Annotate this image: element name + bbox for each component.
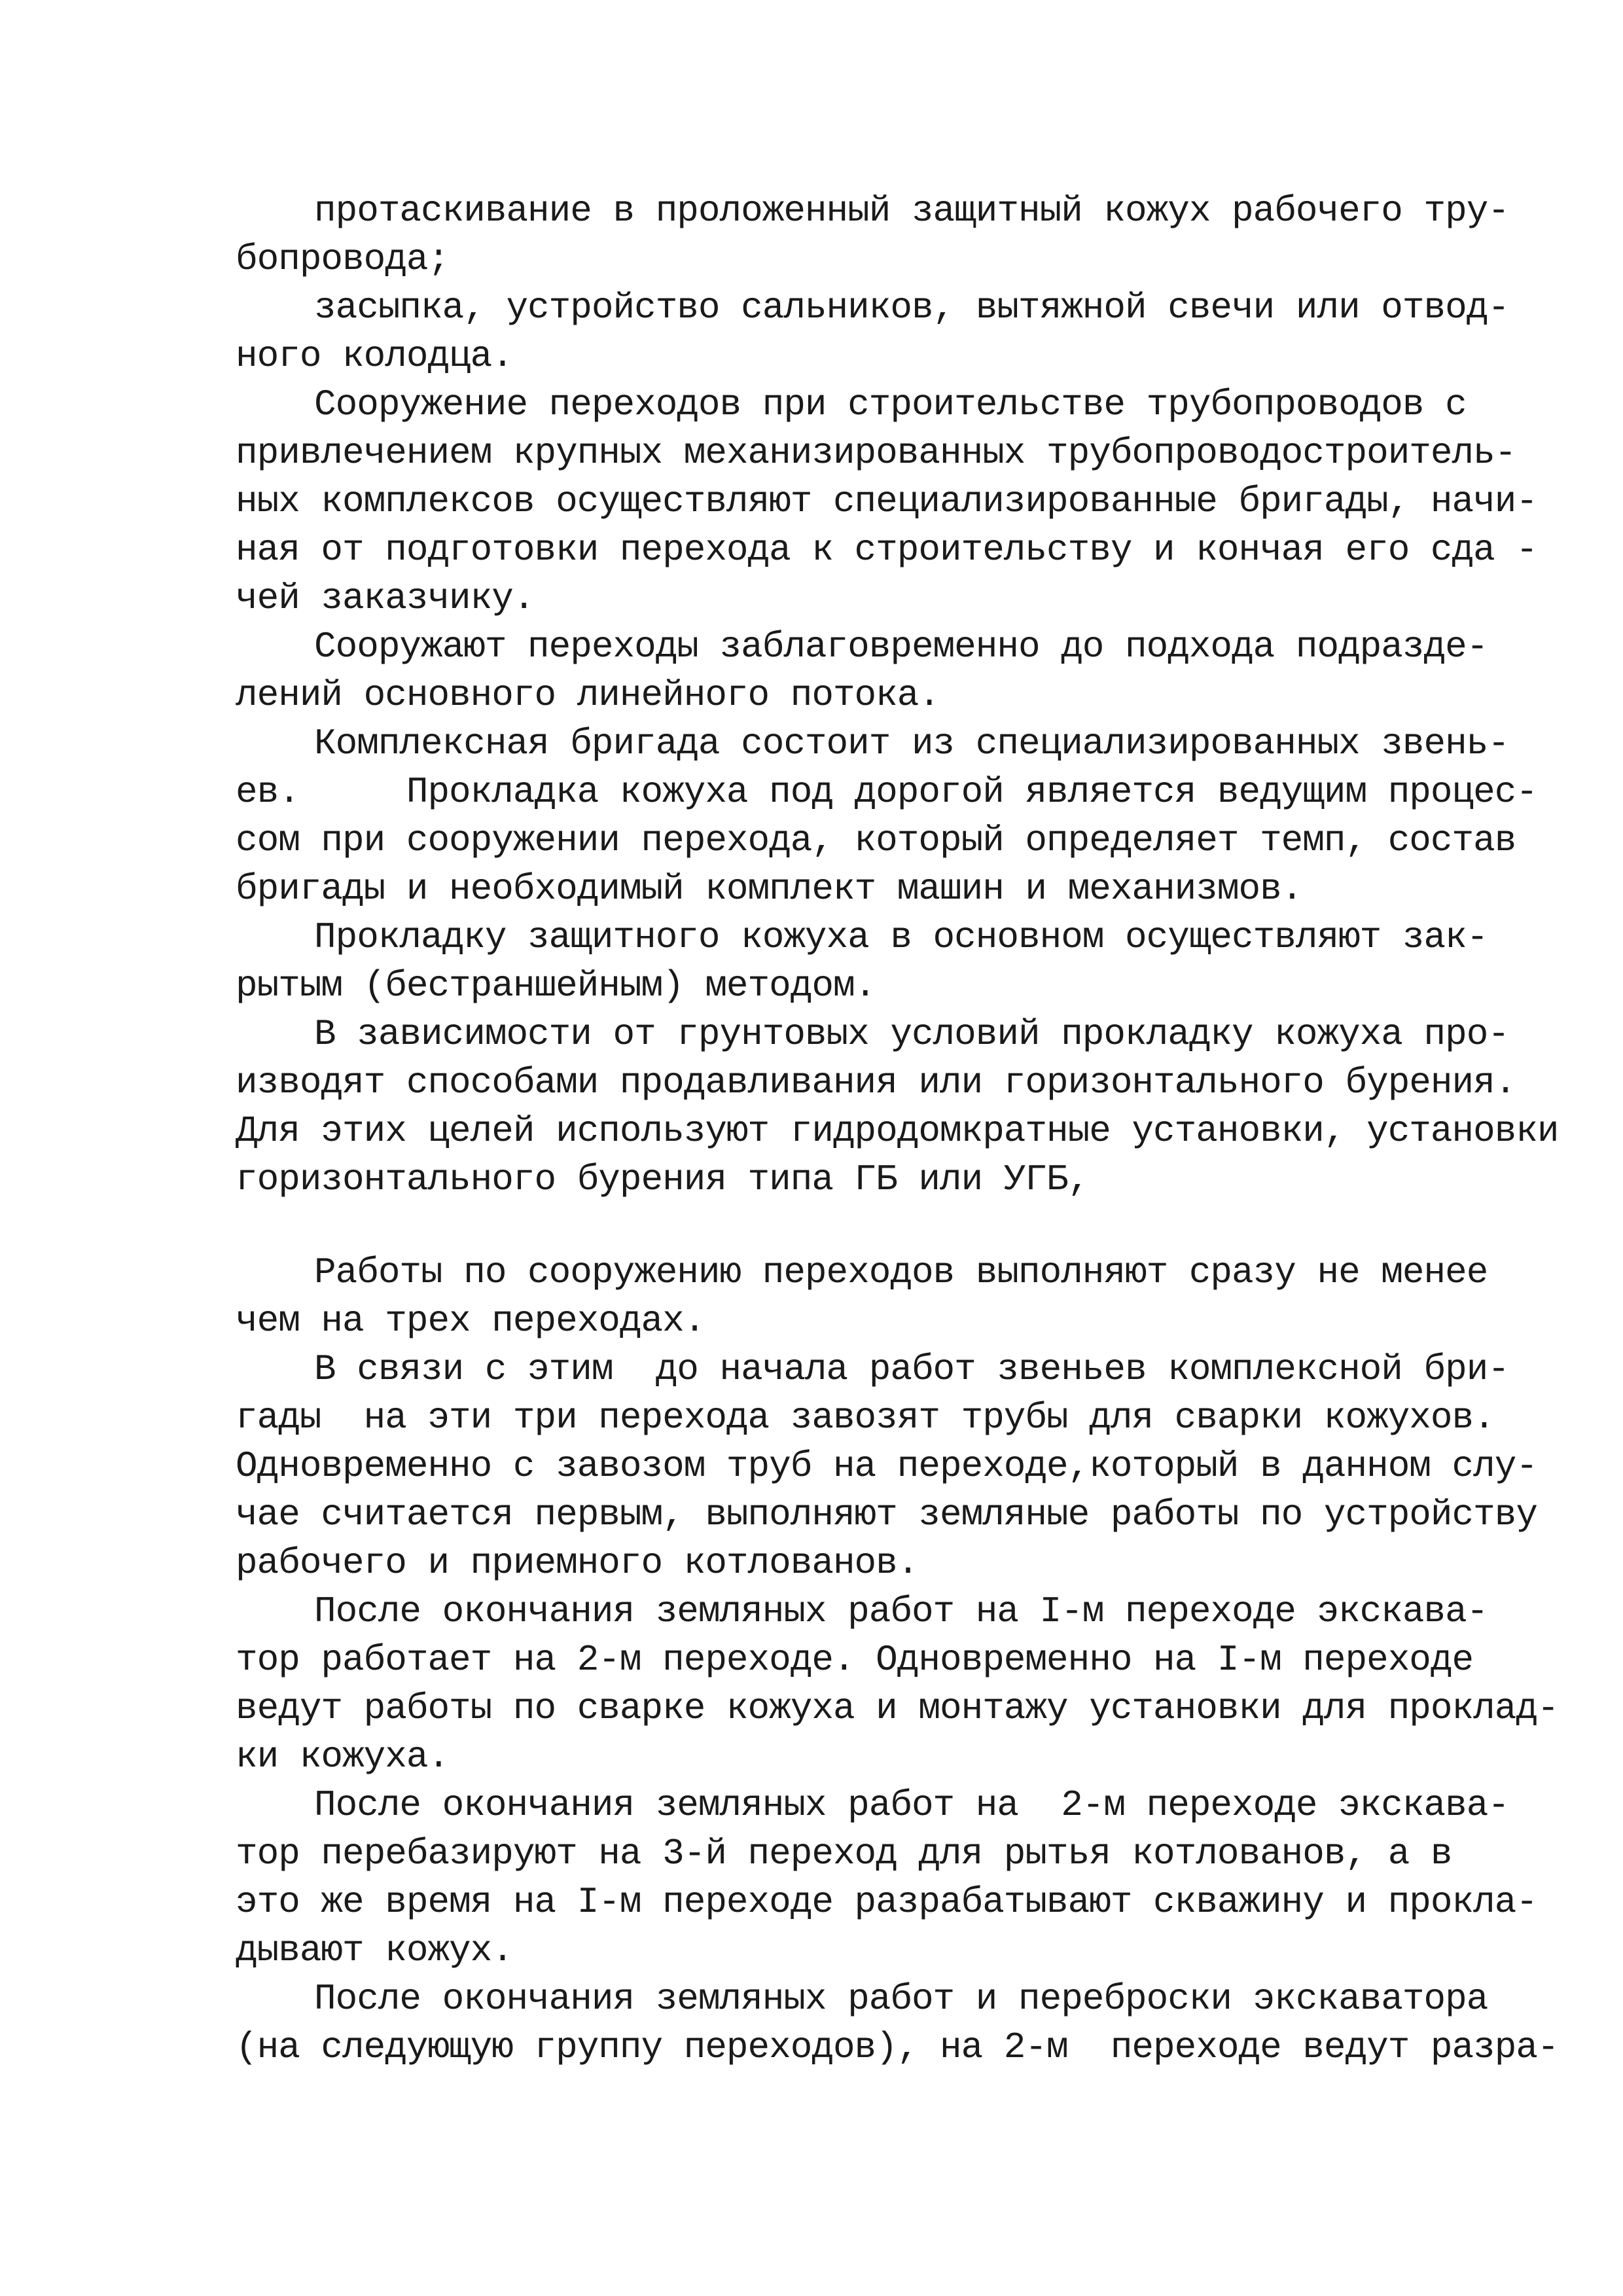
text-line: Прокладку защитного кожуха в основном осуществляют зак-: [314, 916, 1488, 958]
text-line: После окончания земляных работ на 2-м переходе экскава-: [314, 1784, 1509, 1826]
text-line: чей заказчику.: [236, 577, 535, 619]
text-line: гады на эти три перехода завозят трубы для сварки кожухов.: [236, 1397, 1495, 1439]
text-line: рытым (бестраншейным) методом.: [236, 965, 876, 1007]
text-line: После окончания земляных работ на I-м переходе экскава-: [314, 1590, 1488, 1632]
text-line: чем на трех переходах.: [236, 1300, 705, 1342]
text-line: тор работает на 2-м переходе. Одновременно на I-м переходе: [236, 1639, 1474, 1681]
paragraph-4: [236, 622, 1488, 719]
text-line: бопровода;: [236, 238, 450, 280]
paragraph-5: [236, 719, 1537, 913]
text-line: ки кожуха.: [236, 1736, 450, 1778]
text-line: ного колодца.: [236, 335, 513, 377]
paragraph-gap: [236, 1204, 1433, 1248]
text-line: бригады и необходимый комплект машин и механизмов.: [236, 868, 1303, 910]
text-line: тор перебазируют на 3-й переход для рытья котлованов, а в: [236, 1833, 1452, 1874]
text-line: Сооружение переходов при строительстве трубопроводов с: [314, 384, 1467, 425]
paragraph-10: [236, 1587, 1559, 1781]
text-line: лений основного линейного потока.: [236, 674, 940, 716]
text-line: горизонтального бурения типа ГБ или УГБ,: [236, 1158, 1090, 1200]
text-body: [236, 187, 1559, 2072]
text-line: привлечением крупных механизированных трубопроводостроитель-: [236, 432, 1516, 474]
text-line: ная от подготовки перехода к строительству и кончая его сда -: [236, 529, 1537, 571]
paragraph-11: [236, 1781, 1537, 1975]
text-line: ных комплексов осуществляют специализированные бригады, начи-: [236, 480, 1537, 522]
paragraph-1: [236, 187, 1509, 283]
paragraph-7: [236, 1010, 1559, 1204]
text-line: чае считается первым, выполняют земляные работы по устройству: [236, 1494, 1537, 1535]
text-line: это же время на I-м переходе разрабатывают скважину и прокла-: [236, 1881, 1537, 1923]
paragraph-3: [236, 380, 1537, 622]
text-line: В связи с этим до начала работ звеньев комплексной бри-: [314, 1348, 1509, 1390]
text-line: В зависимости от грунтовых условий прокладку кожуха про-: [314, 1013, 1509, 1055]
text-line: Комплексная бригада состоит из специализированных звень-: [314, 723, 1509, 764]
text-line: сом при сооружении перехода, который определяет темп, состав: [236, 819, 1516, 861]
text-line: дывают кожух.: [236, 1929, 513, 1971]
text-line: Для этих целей используют гидродомкратные установки, установки: [236, 1110, 1559, 1152]
paragraph-8: [236, 1248, 1488, 1345]
text-line: Работы по сооружению переходов выполняют сразу не менее: [314, 1251, 1488, 1293]
paragraph-6: [236, 913, 1488, 1010]
text-line: засыпка, устройство сальников, вытяжной свечи или отвод-: [314, 287, 1509, 329]
text-line: Одновременно с завозом труб на переходе,который в данном слу-: [236, 1445, 1537, 1487]
text-line: протаскивание в проложенный защитный кожух рабочего тру-: [314, 190, 1509, 232]
text-line: рабочего и приемного котлованов.: [236, 1542, 919, 1584]
text-line: ев. Прокладка кожуха под дорогой является ведущим процес-: [236, 771, 1537, 813]
paragraph-12: [236, 1975, 1559, 2072]
paragraph-2: [236, 283, 1509, 380]
text-line: Сооружают переходы заблаговременно до подхода подразде-: [314, 626, 1488, 668]
text-line: После окончания земляных работ и переброски экскаватора: [314, 1978, 1488, 2020]
text-line: (на следующую группу переходов), на 2-м переходе ведут разра-: [236, 2026, 1559, 2068]
text-line: изводят способами продавливания или горизонтального бурения.: [236, 1062, 1516, 1103]
paragraph-9: [236, 1345, 1537, 1587]
text-line: ведут работы по сварке кожуха и монтажу установки для проклад-: [236, 1687, 1559, 1729]
